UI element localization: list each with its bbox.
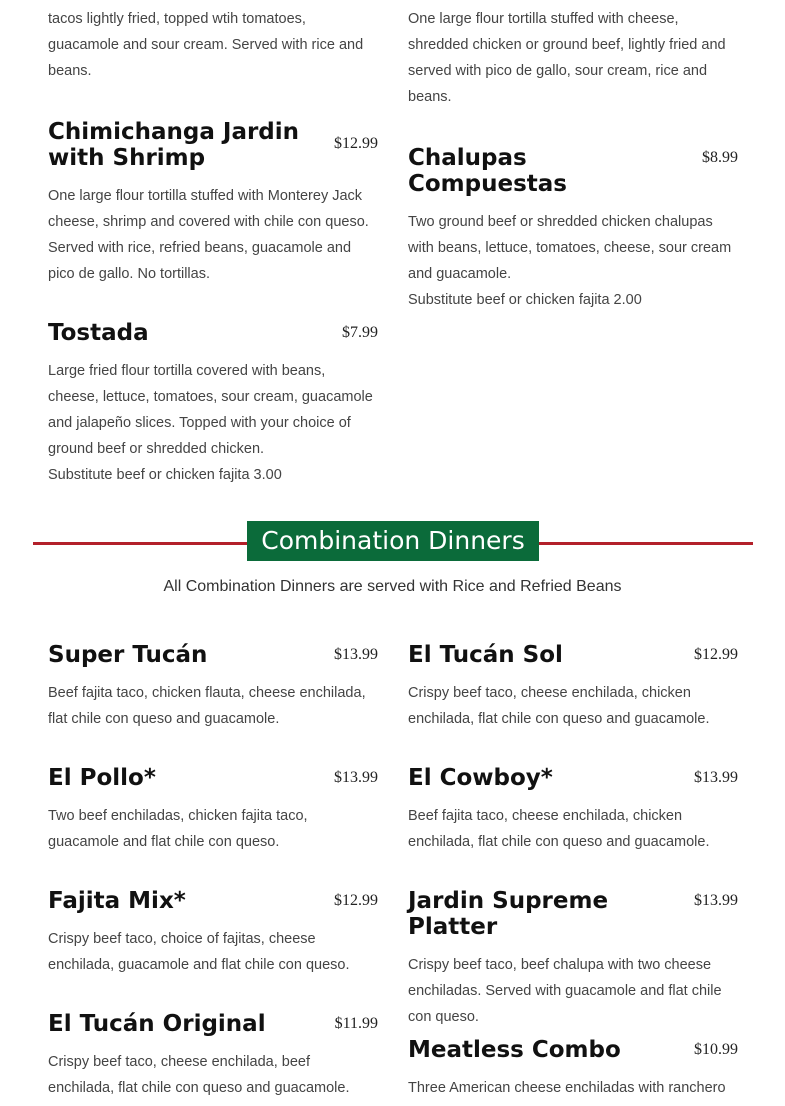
menu-item-meatless-combo <box>408 1037 738 1101</box>
menu-item-chimichanga <box>48 119 378 287</box>
item-name: Jardin Supreme Platter <box>408 888 609 940</box>
item-substitution: Substitute beef or chicken fajita 2.00 <box>408 292 642 308</box>
item-name: Chimichanga Jardin with Shrimp <box>48 119 300 171</box>
menu-item-el-cowboy <box>408 765 738 855</box>
item-description: tacos lightly fried, topped wtih tomatoes, guacamole and sour cream. Served with rice and beans. <box>48 11 364 79</box>
section-title: Combination Dinners <box>247 521 539 561</box>
item-price: $13.99 <box>334 646 378 663</box>
item-price: $13.99 <box>694 892 738 909</box>
item-description: Two beef enchiladas, chicken fajita taco, guacamole and flat chile con queso. <box>48 808 308 850</box>
menu-item-el-tucan-original <box>48 1011 378 1101</box>
item-description: Large fried flour tortilla covered with beans, cheese, lettuce, tomatoes, sour cream, guacamole and jalapeño slices. Topped with your choice of ground beef or shredded chicken. <box>48 363 373 457</box>
item-description: Beef fajita taco, chicken flauta, cheese enchilada, flat chile con queso and guacamole. <box>48 685 366 727</box>
menu-item-partial-right <box>408 6 738 110</box>
item-price: $13.99 <box>334 769 378 786</box>
item-price: $10.99 <box>694 1041 738 1058</box>
item-name: El Tucán Original <box>48 1011 266 1037</box>
item-description: Three American cheese enchiladas with ranchero <box>408 1080 726 1096</box>
item-description: Crispy beef taco, choice of fajitas, cheese enchilada, guacamole and flat chile con queso. <box>48 931 350 973</box>
item-price: $12.99 <box>334 892 378 909</box>
item-price: $11.99 <box>334 1015 378 1032</box>
item-price: $8.99 <box>702 149 738 166</box>
item-name: El Tucán Sol <box>408 642 563 668</box>
menu-item-fajita-mix <box>48 888 378 978</box>
section-note: All Combination Dinners are served with Rice and Refried Beans <box>163 578 622 595</box>
menu-item-el-tucan-sol <box>408 642 738 732</box>
item-description: Crispy beef taco, beef chalupa with two cheese enchiladas. Served with guacamole and flat chile con queso. <box>408 957 722 1025</box>
item-description: Two ground beef or shredded chicken chalupas with beans, lettuce, tomatoes, cheese, sour cream and guacamole. <box>408 214 732 282</box>
item-description: One large flour tortilla stuffed with Monterey Jack cheese, shrimp and covered with chile con queso. Served with rice, refried beans, guacamole and pico de gallo. No tortillas. <box>48 188 369 282</box>
item-description: One large flour tortilla stuffed with cheese, shredded chicken or ground beef, lightly fried and served with pico de gallo, sour cream, rice and beans. <box>408 11 726 105</box>
item-name: Super Tucán <box>48 642 208 668</box>
item-name: Meatless Combo <box>408 1037 621 1063</box>
item-name: Chalupas Compuestas <box>408 145 567 197</box>
item-name: Fajita Mix* <box>48 888 186 914</box>
menu-item-super-tucan <box>48 642 378 732</box>
item-price: $7.99 <box>342 324 378 341</box>
menu-item-partial-left <box>48 6 378 84</box>
menu-item-el-pollo <box>48 765 378 855</box>
item-substitution: Substitute beef or chicken fajita 3.00 <box>48 467 282 483</box>
menu-item-jardin-supreme <box>408 888 738 1030</box>
item-description: Crispy beef taco, cheese enchilada, chicken enchilada, flat chile con queso and guacamole. <box>408 685 710 727</box>
menu-item-chalupas <box>408 145 738 313</box>
item-price: $13.99 <box>694 769 738 786</box>
menu-item-tostada <box>48 320 378 488</box>
item-name: El Pollo* <box>48 765 156 791</box>
item-name: Tostada <box>48 320 149 346</box>
item-name: El Cowboy* <box>408 765 553 791</box>
item-description: Crispy beef taco, cheese enchilada, beef enchilada, flat chile con queso and guacamole. <box>48 1054 350 1096</box>
item-price: $12.99 <box>334 135 378 152</box>
item-price: $12.99 <box>694 646 738 663</box>
item-description: Beef fajita taco, cheese enchilada, chicken enchilada, flat chile con queso and guacamole. <box>408 808 710 850</box>
